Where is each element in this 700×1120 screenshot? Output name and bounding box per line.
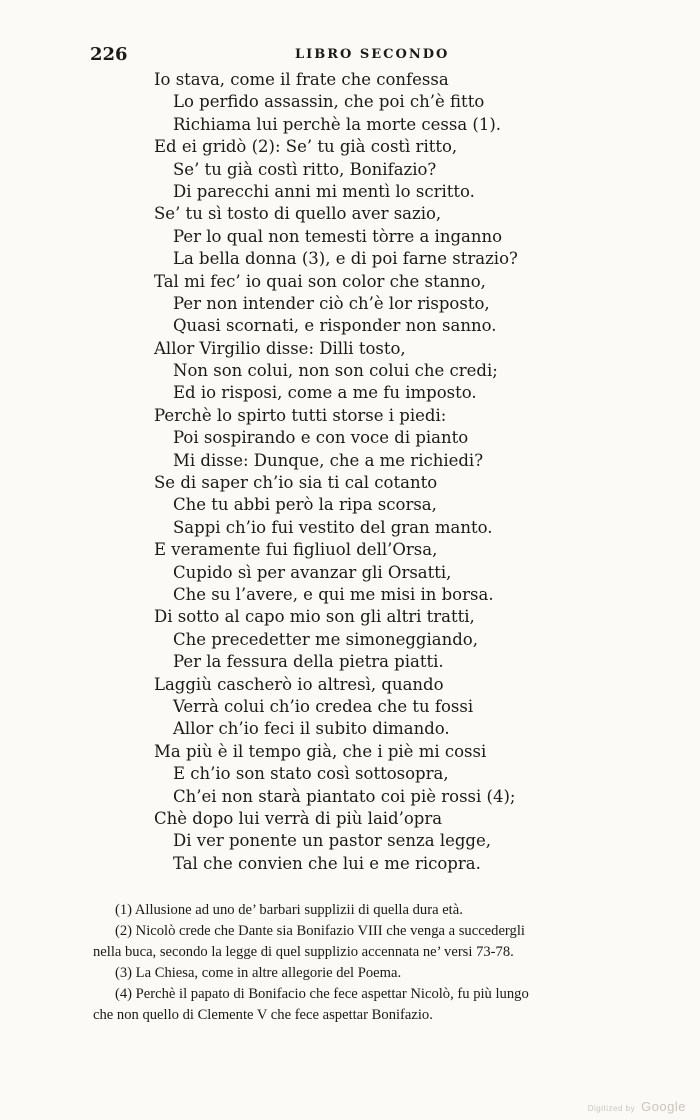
verse-line: E veramente fui figliuol dell’Orsa,: [154, 540, 438, 560]
verse-line: Se’ tu sì tosto di quello aver sazio,: [154, 204, 442, 224]
verse-line: Tal che convien che lui e me ricopra.: [173, 853, 481, 873]
footnote-line: (1) Allusione ad uno de’ barbari supplizii di quella dura età.: [115, 902, 463, 918]
verse-line: Poi sospirando e con voce di pianto: [173, 428, 469, 448]
verse-line: Ed io risposi, come a me fu imposto.: [173, 383, 477, 403]
watermark-brand: Google: [641, 1099, 686, 1114]
footnote-line: (3) La Chiesa, come in altre allegorie del Poema.: [115, 965, 402, 981]
verse-line: Ma più è il tempo già, che i piè mi cossi: [154, 741, 487, 761]
verse-line: Allor ch’io feci il subito dimando.: [173, 719, 450, 739]
verse-line: Che tu abbi però la ripa scorsa,: [173, 495, 437, 515]
verse-line: Io stava, come il frate che confessa: [154, 70, 449, 89]
verse-line: Di sotto al capo mio son gli altri tratti,: [154, 607, 475, 627]
page-number: 226: [90, 44, 128, 65]
verse-line: Che su l’avere, e qui me misi in borsa.: [173, 584, 494, 604]
verse-line: Perchè lo spirto tutti storse i piedi:: [154, 405, 447, 425]
verse-line: Verrà colui ch’io credea che tu fossi: [173, 696, 474, 716]
footnote-line: nella buca, secondo la legge di quel supplizio accennata ne’ versi 73-78.: [93, 944, 514, 960]
verse-line: Allor Virgilio disse: Dilli tosto,: [154, 338, 406, 358]
verse-line: Di parecchi anni mi mentì lo scritto.: [173, 181, 475, 201]
verse-line: Ch’ei non starà piantato coi piè rossi (4);: [173, 786, 516, 806]
verse-line: Se’ tu già costì ritto, Bonifazio?: [173, 159, 437, 179]
footnote-line: che non quello di Clemente V che fece aspettar Bonifazio.: [93, 1007, 433, 1023]
verse-line: E ch’io son stato così sottosopra,: [173, 764, 449, 784]
verse-line: Chè dopo lui verrà di più laid’opra: [154, 808, 443, 828]
footnotes: [95, 900, 643, 1026]
verse-line: Tal mi fec’ io quai son color che stanno,: [154, 271, 486, 291]
verse-line: Di ver ponente un pastor senza legge,: [173, 831, 491, 851]
verse-line: Cupido sì per avanzar gli Orsatti,: [173, 562, 452, 582]
watermark: [588, 1099, 686, 1114]
verse-line: Non son colui, non son colui che credi;: [173, 361, 498, 381]
verse-line: Richiama lui perchè la morte cessa (1).: [173, 114, 502, 134]
verse-line: Mi disse: Dunque, che a me richiedi?: [173, 450, 484, 470]
watermark-prefix: Digitized by: [587, 1104, 636, 1113]
verse-line: Quasi scornati, e risponder non sanno.: [173, 316, 497, 336]
verse-line: Per la fessura della pietra piatti.: [173, 652, 444, 672]
verse-line: Che precedetter me simoneggiando,: [173, 629, 478, 649]
verse-line: Per lo qual non temesti tòrre a inganno: [173, 226, 503, 246]
footnote-line: (2) Nicolò crede che Dante sia Bonifazio VIII che venga a succedergli: [115, 923, 525, 939]
poem-verses: [0, 69, 700, 875]
verse-line: Lo perfido assassin, che poi ch’è fitto: [173, 92, 485, 112]
verse-line: Per non intender ciò ch’è lor risposto,: [173, 293, 490, 313]
verse-line: Laggiù cascherò io altresì, quando: [154, 674, 444, 694]
page-header: [90, 44, 520, 68]
footnote-line: (4) Perchè il papato di Bonifacio che fece aspettar Nicolò, fu più lungo: [115, 986, 529, 1002]
verse-line: La bella donna (3), e di poi farne strazio?: [173, 249, 518, 269]
verse-line: Se di saper ch’io sia ti cal cotanto: [154, 473, 438, 493]
verse-line: Sappi ch’io fui vestito del gran manto.: [173, 517, 493, 537]
verse-line: Ed ei gridò (2): Se’ tu già costì ritto,: [154, 137, 458, 157]
running-title: LIBRO SECONDO: [295, 47, 450, 62]
